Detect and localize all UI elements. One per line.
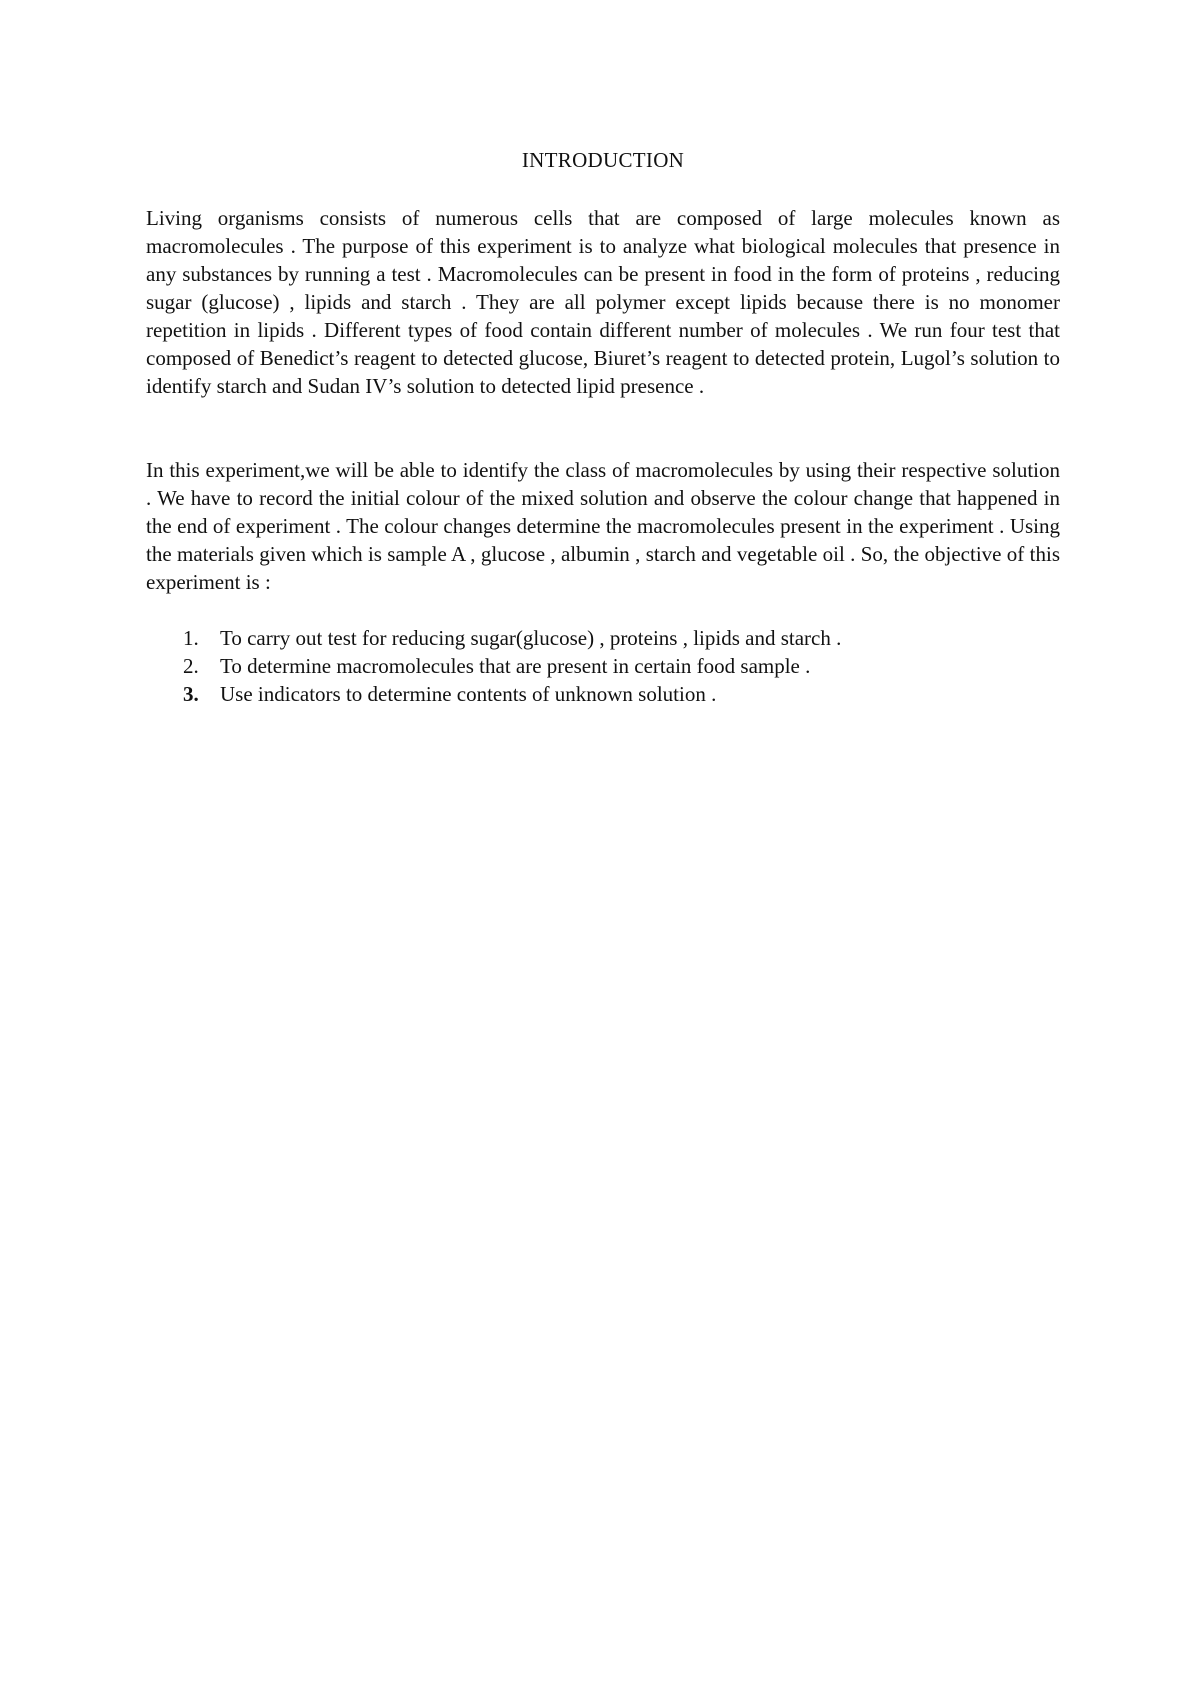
intro-paragraph: Living organisms consists of numerous cells that are composed of large molecules known as macromolecules . The purpose of this experiment is to analyze what biological molecules that presence in any substances by running a test . Macromolecules can be present in food in the form of proteins , reducing sugar (glucose) , lipids and starch . They are all polymer except lipids because there is no monomer repetition in lipids . Different types of food contain different number of molecules . We run four test that composed of Benedict’s reagent to detected glucose, Biuret’s reagent to detected protein, Lugol’s solution to identify starch and Sudan IV’s solution to detected lipid presence . (146, 206, 1060, 398)
list-item-text: To determine macromolecules that are present in certain food sample . (220, 654, 811, 678)
section-heading: INTRODUCTION (521, 148, 685, 172)
list-item (146, 652, 1060, 680)
objectives-list (146, 624, 1060, 708)
list-item-number: 2. (183, 654, 199, 678)
list-item-text: To carry out test for reducing sugar(glucose) , proteins , lipids and starch . (220, 626, 842, 650)
document-content (146, 140, 1060, 708)
list-item (146, 680, 1060, 708)
list-item-number: 1. (183, 626, 199, 650)
list-item (146, 624, 1060, 652)
experiment-paragraph: In this experiment,we will be able to identify the class of macromolecules by using their respective solution . We have to record the initial colour of the mixed solution and observe the colour change that happened in the end of experiment . The colour changes determine the macromolecules present in the experiment . Using the materials given which is sample A , glucose , albumin , starch and vegetable oil . So, the objective of this experiment is : (146, 458, 1060, 594)
list-item-number: 3. (183, 682, 199, 706)
list-item-text: Use indicators to determine contents of unknown solution . (220, 682, 717, 706)
